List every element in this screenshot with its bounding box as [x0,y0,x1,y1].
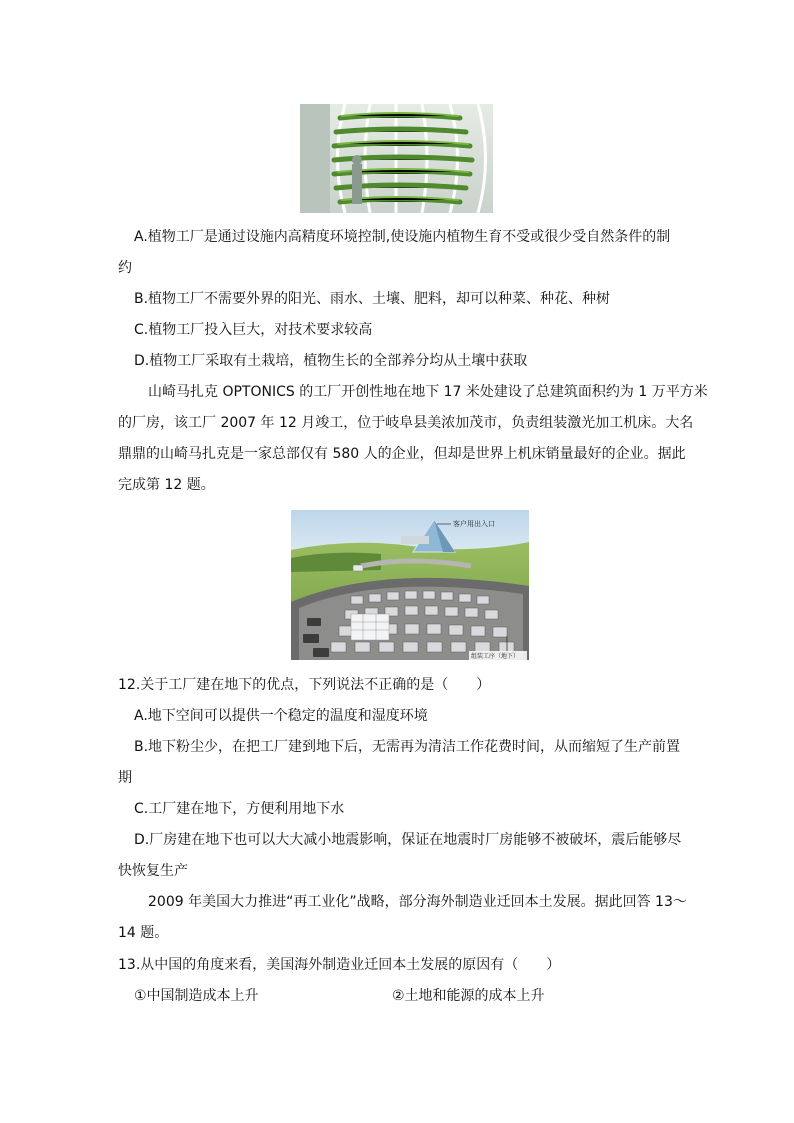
q12-option-d-cont: 快恢复生产 [118,863,188,879]
entrance-label: 客户用出入口 [453,520,495,528]
passage-12-line: 的厂房，该工厂 2007 年 12 月竣工，位于岐阜县美浓加茂市，负责组装激光加工机床。大名 [118,415,694,431]
passage-12-line: 山崎马扎克 OPTONICS 的工厂开创性地在地下 17 米处建设了总建筑面积约为 1 万平方米 [148,384,708,400]
passage-12-line: 鼎鼎的山崎马扎克是一家总部仅有 580 人的企业，但却是世界上机床销量最好的企业。据此 [118,446,686,462]
q12-option-b-cont: 期 [118,770,132,786]
q11-option-b: B.植物工厂不需要外界的阳光、雨水、土壤、肥料，却可以种菜、种花、种树 [134,291,611,307]
q12-option-d: D.厂房建在地下也可以大大减小地震影响，保证在地震时厂房能够不被破坏，震后能够尽 [134,832,682,848]
q13-stem: 13.从中国的角度来看，美国海外制造业迁回本土发展的原因有（ ） [118,957,561,973]
passage-12-line: 完成第 12 题。 [118,477,215,493]
q12-option-c: C.工厂建在地下，方便利用地下水 [134,801,345,817]
q12-option-b: B.地下粉尘少，在把工厂建到地下后，无需再为清洁工作花费时间，从而缩短了生产前置 [134,739,681,755]
passage-13-line: 2009 年美国大力推进“再工业化”战略，部分海外制造业迁回本土发展。据此回答 13～ [148,894,687,910]
passage-13-line: 14 题。 [118,925,169,941]
underground-label: 组装工序（地下） [471,653,520,660]
q12-option-a: A.地下空间可以提供一个稳定的温度和湿度环境 [134,708,428,724]
underground-factory-illustration [291,510,529,660]
q11-option-d: D.植物工厂采取有土栽培，植物生长的全部养分均从土壤中获取 [134,353,528,369]
plant-factory-photo [300,104,493,213]
q11-option-a: A.植物工厂是通过设施内高精度环境控制,使设施内植物生育不受或很少受自然条件的制 [134,229,671,245]
q11-option-c: C.植物工厂投入巨大，对技术要求较高 [134,322,373,338]
q13-option-2: ②土地和能源的成本上升 [392,988,545,1004]
q12-stem: 12.关于工厂建在地下的优点，下列说法不正确的是（ ） [118,677,491,693]
q11-option-a-cont: 约 [118,260,132,276]
q13-option-1: ①中国制造成本上升 [134,988,259,1004]
